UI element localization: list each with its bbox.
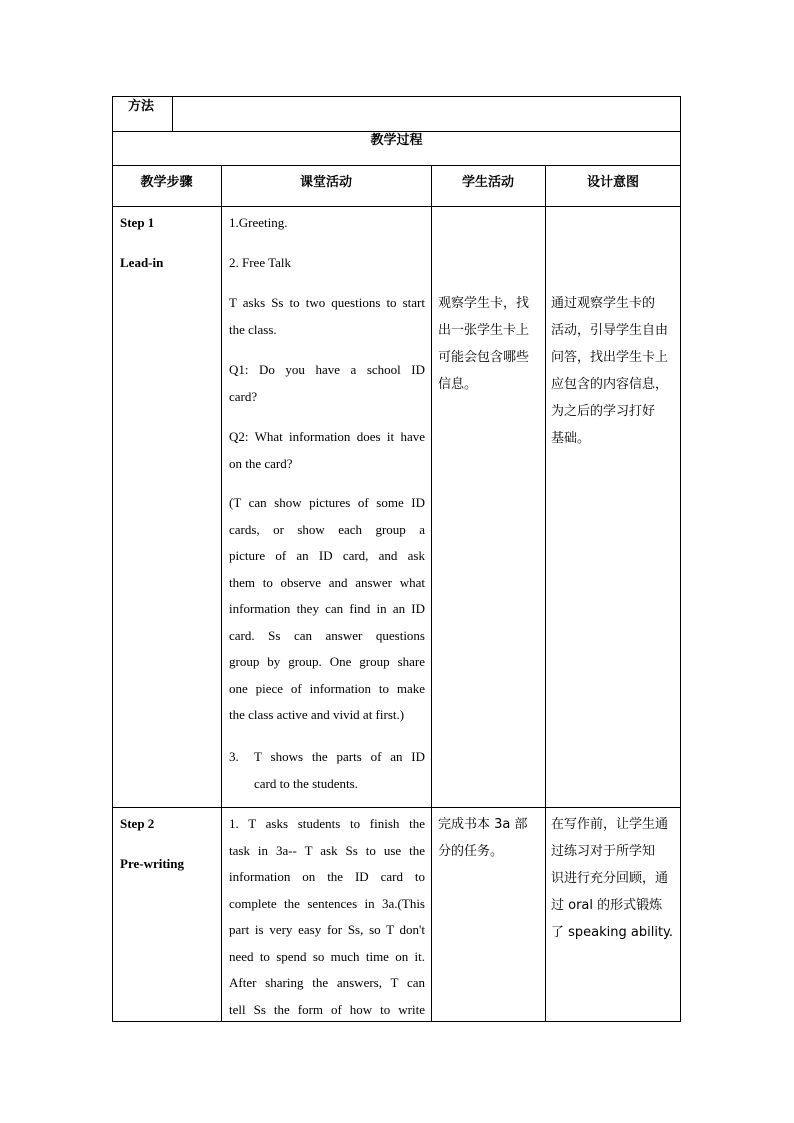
step2-activity-line: need to spend so much time on it.: [229, 948, 425, 964]
step1-activity-number: 3.: [229, 749, 239, 764]
design-intent-line: 问答，找出学生卡上: [551, 350, 669, 365]
step1-activity-line: cards, or show each group a: [229, 521, 425, 537]
step1-activity-line: card?: [229, 388, 258, 404]
step2-student-activity: [438, 811, 538, 865]
step1-activity-line: one piece of information to make: [229, 680, 425, 696]
step1-design-intent: [551, 290, 676, 452]
student-activity-line: 信息。: [438, 377, 478, 392]
step1-name: Lead-in: [120, 255, 164, 270]
step1-activity-line: 2. Free Talk: [229, 255, 292, 270]
row-divider: [112, 165, 681, 166]
column-divider: [221, 165, 222, 1022]
step1-activity-line: 1.Greeting.: [229, 215, 288, 230]
step1-activity-line: information they can find in an ID: [229, 601, 425, 616]
step1-activity-paragraph: [229, 424, 425, 477]
step1-label: Step 1: [120, 215, 155, 230]
method-label: 方法: [128, 99, 155, 114]
column-divider: [431, 165, 432, 1022]
design-intent-line: 过练习对于所学知: [551, 844, 656, 859]
step1-student-activity: [438, 290, 538, 398]
row-divider: [112, 206, 681, 207]
step1-activity-line: card to the students.: [254, 775, 358, 791]
step1-activity-line: T shows the parts of an ID: [254, 749, 425, 764]
step2-activity-paragraph: [229, 811, 425, 1023]
column-header-intent: 设计意图: [586, 175, 639, 190]
step2-activity-line: tell Ss the form of how to write: [229, 1001, 425, 1017]
step1-activity-paragraph: [229, 290, 425, 343]
student-activity-line: 分的任务。: [438, 844, 504, 859]
student-activity-line: 观察学生卡，找: [438, 296, 530, 311]
step1-activity-line: Q2: What information does it have: [229, 429, 425, 444]
column-divider: [172, 96, 173, 131]
column-header-activity: 课堂活动: [299, 175, 352, 190]
step1-activity-line: Q1: Do you have a school ID: [229, 362, 425, 377]
step1-activity-paragraph: [229, 357, 425, 410]
step1-activity-line: the class active and vivid at first.): [229, 707, 405, 722]
step1-activity-line: the class.: [229, 321, 277, 337]
student-activity-line: 可能会包含哪些: [438, 350, 530, 365]
step2-activity-line: information on the ID card to: [229, 869, 425, 884]
process-title: 教学过程: [370, 133, 423, 148]
step1-activity-paragraph: [229, 490, 425, 729]
step2-activity-line: part is very easy for Ss, so T don't: [229, 922, 425, 937]
step2-label: Step 2: [120, 816, 155, 831]
step1-activity-line: (T can show pictures of some ID: [229, 495, 425, 510]
step1-activity-line: card. Ss can answer questions: [229, 627, 425, 643]
step1-activity-line: picture of an ID card, and ask: [229, 548, 425, 563]
student-activity-line: 出一张学生卡上: [438, 323, 530, 338]
student-activity-line: 完成书本 3a 部: [438, 817, 528, 832]
design-intent-line: 为之后的学习打好: [551, 404, 656, 419]
step2-activity-line: 1. T asks students to finish the: [229, 816, 425, 831]
step1-activity-line: T asks Ss to two questions to start: [229, 295, 425, 310]
step1-activity-line: them to observe and answer what: [229, 574, 425, 590]
column-header-student: 学生活动: [461, 175, 514, 190]
step2-name: Pre-writing: [120, 856, 185, 871]
design-intent-line: 过 oral 的形式锻炼: [551, 898, 663, 913]
column-header-step: 教学步骤: [140, 175, 193, 190]
row-divider: [112, 807, 681, 808]
design-intent-line: 活动，引导学生自由: [551, 323, 669, 338]
design-intent-line: 通过观察学生卡的: [551, 296, 656, 311]
step2-design-intent: [551, 811, 676, 946]
column-divider: [545, 165, 546, 1022]
step2-activity-line: After sharing the answers, T can: [229, 975, 425, 990]
step2-activity-line: task in 3a-- T ask Ss to use the: [229, 842, 425, 858]
design-intent-line: 基础。: [551, 431, 591, 446]
design-intent-line: 识进行充分回顾，通: [551, 871, 669, 886]
step1-activity-line: on the card?: [229, 455, 293, 471]
step1-activity-paragraph: [254, 744, 425, 797]
design-intent-line: 了 speaking ability.: [551, 925, 674, 940]
design-intent-line: 在写作前，让学生通: [551, 817, 669, 832]
step2-activity-line: complete the sentences in 3a.(This: [229, 895, 425, 911]
design-intent-line: 应包含的内容信息，: [551, 377, 669, 392]
step1-activity-line: group by group. One group share: [229, 654, 425, 669]
